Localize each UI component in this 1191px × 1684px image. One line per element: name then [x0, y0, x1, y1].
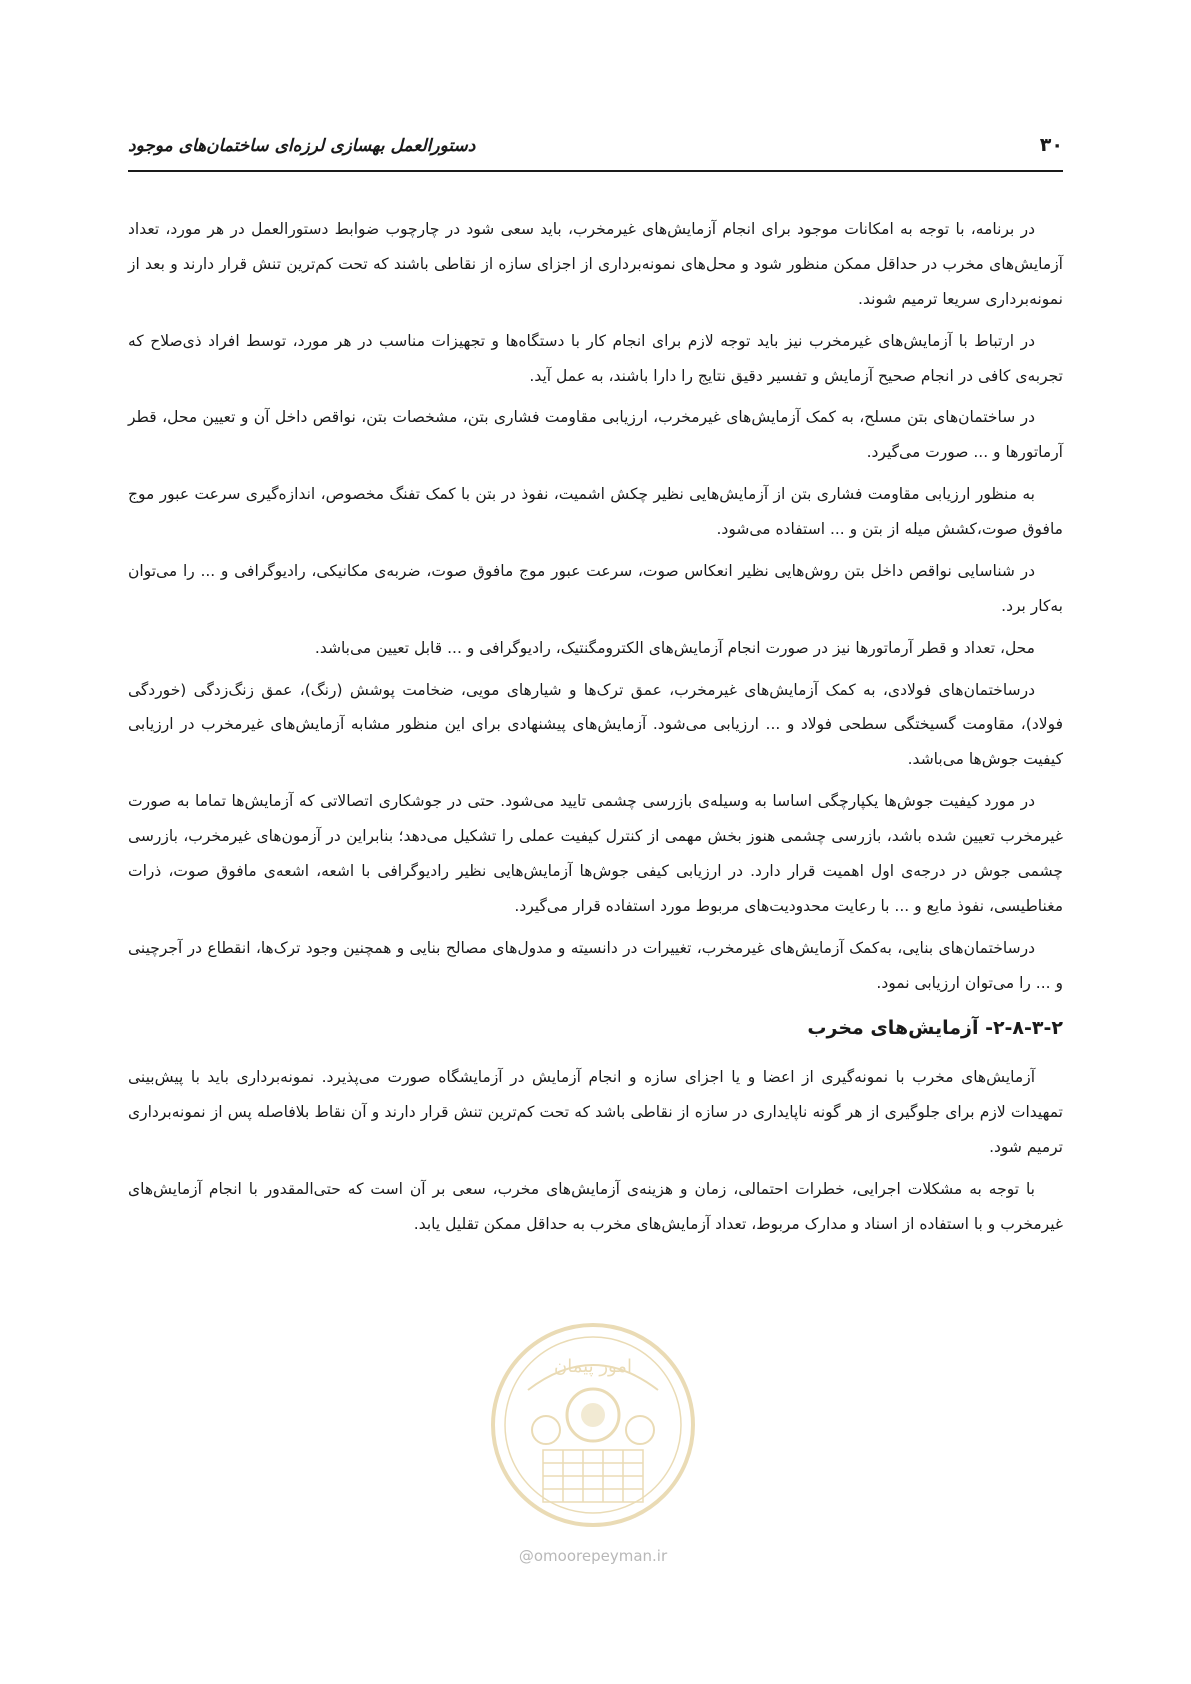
paragraph: محل، تعداد و قطر آرماتورها نیز در صورت انجام آزمایش‌های الکترومگنتیک، رادیوگرافی و ... قابل تعیین می‌باشد. — [314, 638, 1035, 657]
paragraph: در ساختمان‌های بتن مسلح، به کمک آزمایش‌های غیرمخرب، ارزیابی مقاومت فشاری بتن، مشخصات بتن، نواقص داخل آن و تعیین محل، قطر آرماتورها و ... صورت می‌گیرد. — [128, 408, 1063, 462]
paragraph: در مورد کیفیت جوش‌ها یکپارچگی اساسا به وسیله‌ی بازرسی چشمی تایید می‌شود. حتی در جوشکاری اتصالاتی که آزمایش‌ها تماما به صورت غیرمخرب تعیین شده باشد، بازرسی چشمی هنوز بخش مهمی از کنترل کیفیت عملی را تشکیل می‌دهد؛ بنابراین در آزمون‌های غیرمخرب، بازرسی چشمی جوش در درجه‌ی اول اهمیت قرار دارد. در ارزیابی کیفی جوش‌ها آزمایش‌هایی نظیر رادیوگرافی با اشعه، اشعه‌ی مافوق صوت، ذرات مغناطیسی، نفوذ مایع و ... با رعایت محدودیت‌های مربوط مورد استفاده قرار می‌گیرد. — [128, 792, 1063, 915]
paragraph: درساختمان‌های بنایی، به‌کمک آزمایش‌های غیرمخرب، تغییرات در دانسیته و مدول‌های مصالح بنایی و همچنین وجود ترک‌ها، انقطاع در آجرچینی و ... را می‌توان ارزیابی نمود. — [128, 938, 1063, 992]
watermark-seal-icon — [488, 1320, 698, 1530]
paragraph: در شناسایی نواقص داخل بتن روش‌هایی نظیر انعکاس صوت، سرعت عبور موج مافوق صوت، ضربه‌ی مکانیکی، رادیوگرافی و ... را می‌توان به‌کار برد. — [128, 561, 1063, 615]
watermark-logo-text: امور پیمان — [554, 1356, 632, 1377]
page-number: ۳۰ — [1039, 134, 1063, 156]
section-heading: ۲-۸-۳-۲- آزمایش‌های مخرب — [807, 1017, 1063, 1040]
paragraph: با توجه به مشکلات اجرایی، خطرات احتمالی، زمان و هزینه‌ی آزمایش‌های مخرب، سعی بر آن است که حتی‌المقدور با انجام آزمایش‌های غیرمخرب و با استفاده از اسناد و مدارک مربوط، تعداد آزمایش‌های مخرب به حداقل ممکن تقلیل یابد. — [128, 1179, 1063, 1233]
paragraph: به منظور ارزیابی مقاومت فشاری بتن از آزمایش‌هایی نظیر چکش اشمیت، نفوذ در بتن با کمک تفنگ مخصوص، اندازه‌گیری سرعت عبور موج مافوق صوت،کشش میله از بتن و ... استفاده می‌شود. — [128, 485, 1063, 538]
paragraph: در برنامه، با توجه به امکانات موجود برای انجام آزمایش‌های غیرمخرب، باید سعی شود در چارچوب ضوابط دستورالعمل در هر مورد، تعداد آزمایش‌های مخرب در حداقل ممکن منظور شود و محل‌های نمونه‌برداری از اجزای سازه از نقاطی باشند که تحت کم‌ترین تنش قرار دارند و بعد از نمونه‌برداری سریعا ترمیم شوند. — [128, 220, 1063, 308]
page-body — [128, 212, 1063, 1249]
watermark-site: @omoorepeyman.ir — [518, 1547, 668, 1565]
paragraph: در ارتباط با آزمایش‌های غیرمخرب نیز باید توجه لازم برای انجام کار با دستگاه‌ها و تجهیزات مناسب در هر مورد، توسط افراد ذی‌صلاح که تجربه‌ی کافی در انجام صحیح آزمایش و تفسیر دقیق نتایج را دارا باشند، به عمل آید. — [128, 331, 1063, 385]
paragraph: درساختمان‌های فولادی، به کمک آزمایش‌های غیرمخرب، عمق ترک‌ها و شیارهای مویی، ضخامت پوشش (رنگ)، عمق زنگ‌زدگی (خوردگی فولاد)، مقاومت گسیختگی سطحی فولاد و ... ارزیابی می‌شود. آزمایش‌های پیشنهادی برای این منظور مشابه آزمایش‌های غیرمخرب در ارزیابی کیفیت جوش‌ها می‌باشد. — [128, 680, 1063, 769]
running-title: دستورالعمل بهسازی لرزه‌ای ساختمان‌های موجود — [128, 136, 476, 156]
paragraph: آزمایش‌های مخرب با نمونه‌گیری از اعضا و یا اجزای سازه و انجام آزمایش در آزمایشگاه صورت می‌پذیرد. نمونه‌برداری باید با پیش‌بینی تمهیدات لازم برای جلوگیری از هر گونه ناپایداری در سازه از نقاطی باشد که تحت کم‌ترین تنش قرار دارند و آن نقاط بلافاصله پس از نمونه‌برداری ترمیم شود. — [128, 1068, 1063, 1156]
header-rule — [128, 170, 1063, 172]
page-header — [128, 128, 1063, 172]
